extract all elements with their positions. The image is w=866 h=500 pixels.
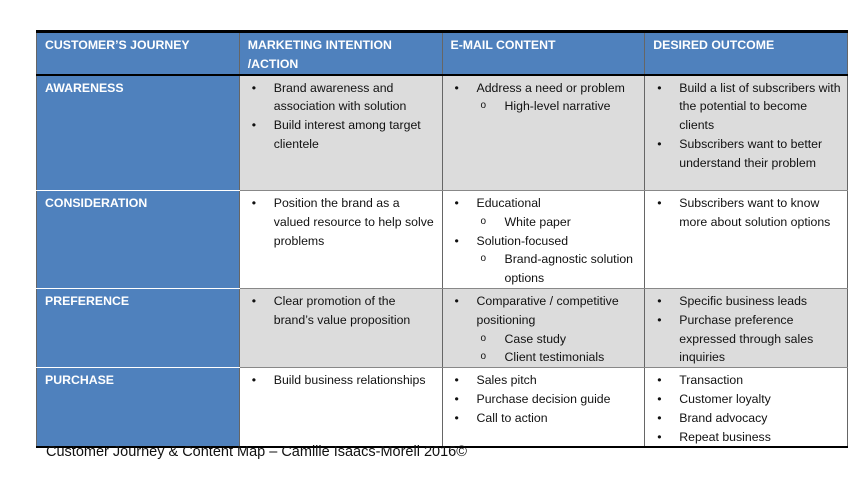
stage-cell: PURCHASE (37, 368, 240, 448)
bullet-item: • Subscribers want to better understand their problem (653, 135, 841, 173)
marketing-cell (239, 368, 442, 448)
bullet-item: • Specific business leads (653, 292, 841, 311)
outcome-list (653, 371, 841, 446)
bullet-item: • Brand advocacy (653, 409, 841, 428)
sub-bullet-item: o High-level narrative (451, 97, 639, 116)
bullet-item: • Transaction (653, 371, 841, 390)
bullet-item: • Address a need or problem (451, 79, 639, 98)
outcome-list (653, 79, 841, 173)
sub-bullet-item: o Brand-agnostic solution options (451, 250, 639, 288)
marketing-list (248, 292, 436, 330)
bullet-item: • Customer loyalty (653, 390, 841, 409)
email-list (451, 292, 639, 367)
marketing-cell (239, 191, 442, 289)
sub-bullet-item: o White paper (451, 213, 639, 232)
email-list (451, 79, 639, 117)
bullet-item: • Subscribers want to know more about solution options (653, 194, 841, 232)
marketing-cell (239, 289, 442, 368)
email-list (451, 371, 639, 427)
email-cell (442, 289, 645, 368)
bullet-item: • Purchase decision guide (451, 390, 639, 409)
bullet-item: • Educational (451, 194, 639, 213)
bullet-item: • Clear promotion of the brand’s value proposition (248, 292, 436, 330)
outcome-list (653, 292, 841, 367)
bullet-item: • Build a list of subscribers with the potential to become clients (653, 79, 841, 135)
bullet-item: • Solution-focused (451, 232, 639, 251)
outcome-cell (645, 289, 848, 368)
outcome-list (653, 194, 841, 232)
stage-cell: PREFERENCE (37, 289, 240, 368)
email-cell (442, 368, 645, 448)
outcome-cell (645, 368, 848, 448)
email-list (451, 194, 639, 288)
bullet-item: • Brand awareness and association with solution (248, 79, 436, 117)
outcome-cell (645, 75, 848, 191)
marketing-list (248, 371, 436, 390)
bullet-item: • Repeat business (653, 428, 841, 447)
table-row (37, 368, 848, 448)
bullet-item: • Build business relationships (248, 371, 436, 390)
customer-journey-table (36, 30, 848, 448)
stage-cell: CONSIDERATION (37, 191, 240, 289)
table-row (37, 75, 848, 191)
outcome-cell (645, 191, 848, 289)
email-cell (442, 191, 645, 289)
header-customer-journey: CUSTOMER’S JOURNEY (37, 32, 240, 75)
table-row (37, 191, 848, 289)
bullet-item: • Comparative / competitive positioning (451, 292, 639, 330)
bullet-item: • Purchase preference expressed through sales inquiries (653, 311, 841, 367)
bullet-item: • Call to action (451, 409, 639, 428)
table-row (37, 289, 848, 368)
email-cell (442, 75, 645, 191)
header-marketing-intention: MARKETING INTENTION /ACTION (239, 32, 442, 75)
bullet-item: • Build interest among target clientele (248, 116, 436, 154)
stage-cell: AWARENESS (37, 75, 240, 191)
header-desired-outcome: DESIRED OUTCOME (645, 32, 848, 75)
marketing-list (248, 194, 436, 250)
caption: Customer Journey & Content Map – Camille Isaacs-Morell 2016© (46, 444, 467, 460)
bullet-item: • Position the brand as a valued resource to help solve problems (248, 194, 436, 250)
marketing-cell (239, 75, 442, 191)
header-row (37, 32, 848, 75)
marketing-list (248, 79, 436, 154)
sub-bullet-item: o Case study (451, 330, 639, 349)
header-email-content: E-MAIL CONTENT (442, 32, 645, 75)
sub-bullet-item: o Client testimonials (451, 348, 639, 367)
bullet-item: • Sales pitch (451, 371, 639, 390)
